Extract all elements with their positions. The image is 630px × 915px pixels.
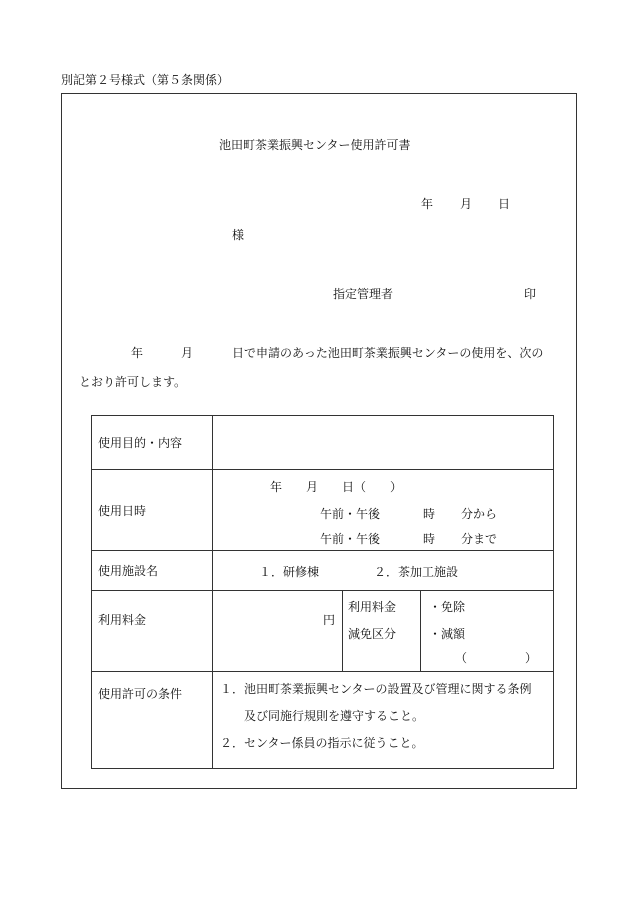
to-minute: 分まで <box>461 532 498 546</box>
conditions-label: 使用許可の条件 <box>98 687 183 701</box>
body-text-line1: 日で申請のあった池田町茶業振興センターの使用を、次の <box>232 346 544 360</box>
paren-close: ） <box>525 651 538 665</box>
body-year: 年 <box>131 346 144 360</box>
addressee-suffix: 様 <box>232 228 245 242</box>
facility-option-2: ２．茶加工施設 <box>374 565 459 579</box>
fee-label-cell <box>92 591 213 672</box>
conditions-cell <box>213 672 554 769</box>
row-conditions <box>92 672 554 769</box>
reduction-label-2: 減免区分 <box>348 627 397 641</box>
from-ampm: 午前・午後 <box>320 507 381 521</box>
to-ampm: 午前・午後 <box>320 532 381 546</box>
date-year: 年 <box>421 197 434 211</box>
fee-label: 利用料金 <box>98 613 147 627</box>
condition-2: ２．センター係員の指示に従うこと。 <box>220 736 424 750</box>
reduction-label-cell <box>343 591 421 672</box>
reduction-label-1: 利用料金 <box>348 600 397 614</box>
conditions-label-cell <box>92 672 213 769</box>
row-facility <box>92 551 554 591</box>
body-month: 月 <box>181 346 194 360</box>
issuer-label: 指定管理者 <box>333 287 394 301</box>
facility-cell <box>213 551 554 591</box>
row-fee <box>92 591 554 672</box>
date-month: 月 <box>460 197 473 211</box>
condition-1-line-1: １．池田町茶業振興センターの設置及び管理に関する条例 <box>220 682 532 696</box>
facility-option-1: １．研修棟 <box>259 565 320 579</box>
option-reduced: ・減額 <box>429 627 466 641</box>
row-datetime <box>92 470 554 551</box>
purpose-label: 使用目的・内容 <box>92 416 213 470</box>
option-exempt: ・免除 <box>429 600 466 614</box>
permit-table <box>91 415 554 769</box>
paren-open: （ <box>455 651 468 665</box>
from-minute: 分から <box>461 507 498 521</box>
purpose-value <box>213 416 554 470</box>
reduction-options-cell <box>421 591 554 672</box>
seal-mark: 印 <box>524 287 537 301</box>
from-hour: 時 <box>423 507 436 521</box>
datetime-cell <box>213 470 554 551</box>
datetime-date-row: 年 月 日（ ） <box>270 480 403 494</box>
condition-1-line-2: 及び同施行規則を遵守すること。 <box>244 709 425 723</box>
fee-unit: 円 <box>323 613 336 627</box>
datetime-label: 使用日時 <box>92 470 213 551</box>
document-title: 池田町茶業振興センター使用許可書 <box>219 138 411 152</box>
body-text-line2: とおり許可します。 <box>79 375 187 389</box>
fee-amount-cell <box>213 591 343 672</box>
row-purpose <box>92 416 554 470</box>
form-reference: 別記第２号様式（第５条関係） <box>61 73 230 87</box>
to-hour: 時 <box>423 532 436 546</box>
date-day: 日 <box>498 197 511 211</box>
facility-label: 使用施設名 <box>92 551 213 591</box>
